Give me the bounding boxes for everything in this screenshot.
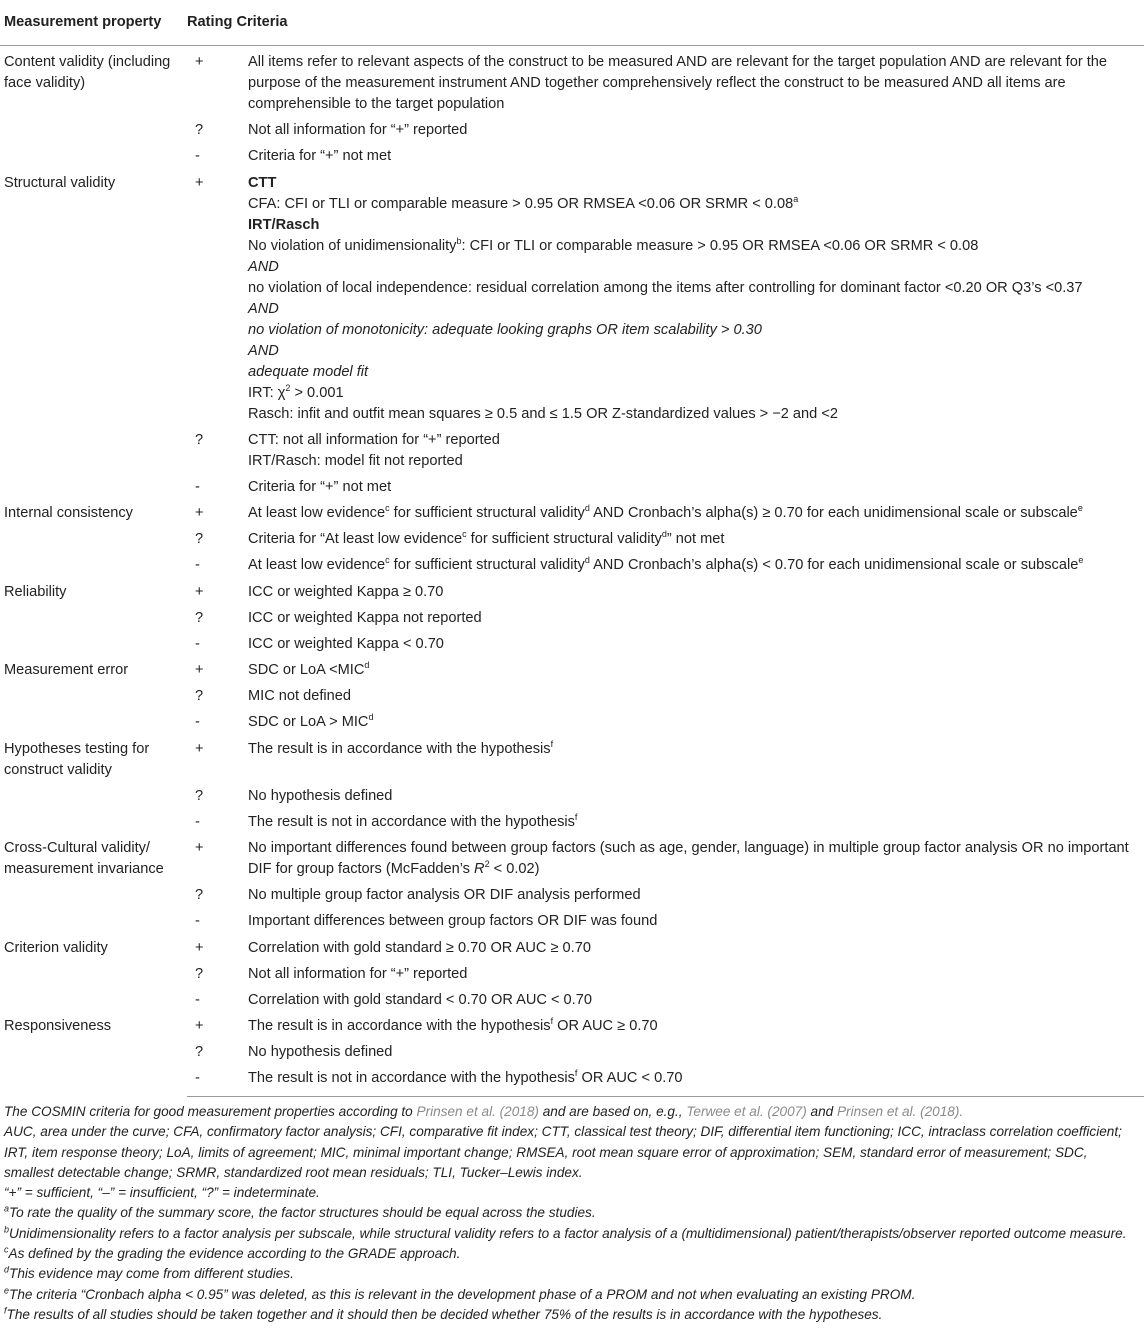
citation-link[interactable]: Prinsen et al. (2018) <box>416 1104 539 1119</box>
ctt-cfa-criteria: CFA: CFI or TLI or comparable measure > 0.95 OR RMSEA <0.06 OR SRMR < 0.08$^a$ <box>248 193 799 212</box>
monotonicity-criteria: no violation of monotonicity: adequate looking graphs OR item scalability > 0.30 <box>248 321 762 338</box>
table-row <box>0 170 1144 427</box>
table-row <box>0 736 1144 783</box>
criteria-text: No multiple group factor analysis OR DIF analysis performed <box>248 887 641 903</box>
rating-symbol: ? <box>195 531 204 547</box>
table-row <box>0 658 1144 684</box>
criteria-text: ICC or weighted Kappa < 0.70 <box>248 635 444 652</box>
rating-symbol: + <box>195 583 204 600</box>
rating-symbol: + <box>195 939 204 956</box>
footnote-abbreviations: AUC, area under the curve; CFA, confirmatory factor analysis; CFI, comparative fit index; CTT, classical test theory; DIF, differential item functioning; ICC, intraclass correlation coefficient; IRT, item response theory; LoA, limits of agreement; MIC, minimal important change; RMSEA, root mean square error of approximation; SEM, standard error of measurement; SDC, smallest detectable change; SRMR, standardized root mean residuals; TLI, Tucker–Lewis index. <box>4 1124 1122 1180</box>
criteria-text: The result is not in accordance with the hypothesis$^f$ OR AUC < 0.70 <box>245 1066 1144 1097</box>
table-row <box>0 935 1144 961</box>
and-connector: AND <box>248 342 279 359</box>
table-row <box>0 836 1144 883</box>
footnote-source: The COSMIN criteria for good measurement properties according to Prinsen et al. (2018) and are based on, e.g., Terwee et al. (2007) and Prinsen et al. (2018). <box>4 1104 964 1119</box>
criteria-text: Correlation with gold standard ≥ 0.70 OR AUC ≥ 0.70 <box>248 939 591 956</box>
rating-symbol: + <box>195 174 204 191</box>
criteria-text: ICC or weighted Kappa ≥ 0.70 <box>248 583 444 600</box>
rating-symbol: + <box>195 1018 204 1034</box>
local-independence-criteria: no violation of local independence: residual correlation among the items after controlling for dominant factor <0.20 OR Q3’s <0.37 <box>248 279 1083 296</box>
ctt-heading: CTT <box>248 174 277 191</box>
property-criterion-validity: Criterion validity <box>4 939 108 956</box>
criteria-text: The result is not in accordance with the hypothesis$^f$ <box>248 811 578 830</box>
property-measurement-error: Measurement error <box>4 662 129 678</box>
criteria-text: All items refer to relevant aspects of the construct to be measured AND are relevant for the target population AND are relevant for the purpose of the measurement instrument AND together comprehensively reflect the construct to be measured AND all items are comprehensible to the target population <box>248 54 1108 112</box>
rating-symbol: ? <box>195 431 204 448</box>
table-footnotes <box>0 1097 1144 1325</box>
rating-symbol: ? <box>195 965 204 982</box>
criteria-text: Correlation with gold standard < 0.70 OR AUC < 0.70 <box>248 991 592 1008</box>
property-reliability: Reliability <box>4 583 67 600</box>
unidimensionality-criteria: No violation of unidimensionality$^b$: CFI or TLI or comparable measure > 0.95 OR RMSEA <0.06 OR SRMR < 0.08 <box>248 235 979 254</box>
criteria-text: MIC not defined <box>248 688 352 704</box>
table-row <box>0 1014 1144 1040</box>
and-connector: AND <box>248 258 279 275</box>
rating-symbol: - <box>195 635 200 652</box>
criteria-text: The result is in accordance with the hypothesis$^f$ OR AUC ≥ 0.70 <box>248 1016 658 1034</box>
table-row <box>0 501 1144 527</box>
criteria-text <box>245 427 1144 474</box>
rating-symbol: ? <box>195 887 204 903</box>
rating-symbol: - <box>195 478 200 495</box>
criteria-text: Not all information for “+” reported <box>248 122 468 138</box>
criteria-text: No hypothesis defined <box>248 1044 393 1060</box>
footnote-e: $^e$The criteria “Cronbach alpha < 0.95” was deleted, as this is relevant in the development phase of a PROM and not when evaluating an existing PROM. <box>4 1285 916 1302</box>
criteria-text: Criteria for “At least low evidence$^c$ for sufficient structural validity$^d$” not met <box>248 529 725 547</box>
irt-chi-criteria: IRT: $\chi^2 > 0.001$ <box>248 382 344 401</box>
criteria-text: The result is in accordance with the hypothesis$^f$ <box>248 738 554 757</box>
footnote-f: $^f$The results of all studies should be taken together and it should then be decided whether 75% of the results is in accordance with the hypotheses. <box>4 1305 883 1322</box>
criteria-text: No important differences found between group factors (such as age, gender, language) in multiple group factor analysis OR no important DIF for group factors (McFadden’s $R^2 < 0.02$) <box>248 840 1129 877</box>
rating-symbol: + <box>195 840 204 856</box>
criteria-text: No hypothesis defined <box>248 787 393 804</box>
irt-not-reported: IRT/Rasch: model fit not reported <box>248 452 463 469</box>
rating-symbol: + <box>195 662 204 678</box>
footnote-c: $^c$As defined by the grading the evidence according to the GRADE approach. <box>4 1244 461 1262</box>
criteria-text: ICC or weighted Kappa not reported <box>248 609 482 626</box>
rating-symbol: - <box>195 714 200 730</box>
rating-symbol: + <box>195 54 204 70</box>
footnote-b: $^b$Unidimensionality refers to a factor analysis per subscale, while structural validity refers to a factor analysis of a (multidimensional) patient/therapists/observer reported outcome measure. <box>4 1224 1127 1241</box>
rasch-criteria: Rasch: infit and outfit mean squares ≥ 0.5 and ≤ 1.5 OR Z-standardized values > −2 and <2 <box>248 405 838 422</box>
footnote-symbols: “+” = sufficient, “–” = insufficient, “?” = indeterminate. <box>4 1185 320 1201</box>
criteria-text: Criteria for “+” not met <box>248 478 392 495</box>
rating-symbol: - <box>187 1066 245 1097</box>
rating-symbol: - <box>195 913 200 929</box>
criteria-text: SDC or LoA > $MIC^d$ <box>248 712 374 730</box>
criteria-text: At least low evidence$^c$ for sufficient structural validity$^d$ AND Cronbach’s alpha(s) < 0.70 for each unidimensional scale or subscale$^e$ <box>248 555 1084 573</box>
criteria-text: Important differences between group factors OR DIF was found <box>248 913 658 929</box>
ctt-not-reported: CTT: not all information for “+” reported <box>248 431 500 448</box>
and-connector: AND <box>248 300 279 317</box>
property-hypotheses-testing: Hypotheses testing for construct validity <box>4 740 150 778</box>
table-row <box>0 579 1144 605</box>
property-structural-validity: Structural validity <box>4 174 116 191</box>
property-internal-consistency: Internal consistency <box>4 505 133 521</box>
rating-symbol: ? <box>195 787 204 804</box>
criteria-text: Criteria for “+” not met <box>248 148 392 164</box>
header-measurement-property: Measurement property <box>0 0 187 46</box>
header-rating-criteria: Rating Criteria <box>187 0 1144 46</box>
table-row <box>0 46 1144 118</box>
property-cross-cultural-validity: Cross-Cultural validity/ measurement invariance <box>4 840 164 877</box>
irt-rasch-heading: IRT/Rasch <box>248 216 320 233</box>
rating-symbol: + <box>195 505 204 521</box>
model-fit-heading: adequate model fit <box>248 363 369 380</box>
rating-symbol: ? <box>195 122 204 138</box>
footnote-d: $^d$This evidence may come from different studies. <box>4 1264 294 1282</box>
footnote-a: $^a$To rate the quality of the summary score, the factor structures should be equal across the studies. <box>4 1203 596 1221</box>
table-header-row <box>0 0 1144 46</box>
criteria-text: Not all information for “+” reported <box>248 965 468 982</box>
rating-symbol: - <box>195 148 200 164</box>
rating-symbol: ? <box>195 609 204 626</box>
rating-symbol: ? <box>195 688 204 704</box>
rating-symbol: + <box>195 740 204 757</box>
property-content-validity: Content validity (including face validity) <box>4 54 171 91</box>
criteria-text: SDC or LoA $<MIC^d$ <box>248 660 370 678</box>
rating-symbol: - <box>195 813 200 830</box>
property-responsiveness: Responsiveness <box>4 1018 112 1034</box>
rating-symbol: ? <box>195 1044 204 1060</box>
rating-symbol: - <box>195 557 200 573</box>
citation-link[interactable]: Prinsen et al. (2018). <box>836 1104 964 1119</box>
citation-link[interactable]: Terwee et al. (2007) <box>686 1104 807 1119</box>
rating-symbol: - <box>195 991 200 1008</box>
criteria-text <box>245 170 1144 427</box>
criteria-text: At least low evidence$^c$ for sufficient structural validity$^d$ AND Cronbach’s alpha(s) ≥ 0.70 for each unidimensional scale or subscale$^e$ <box>248 503 1083 521</box>
